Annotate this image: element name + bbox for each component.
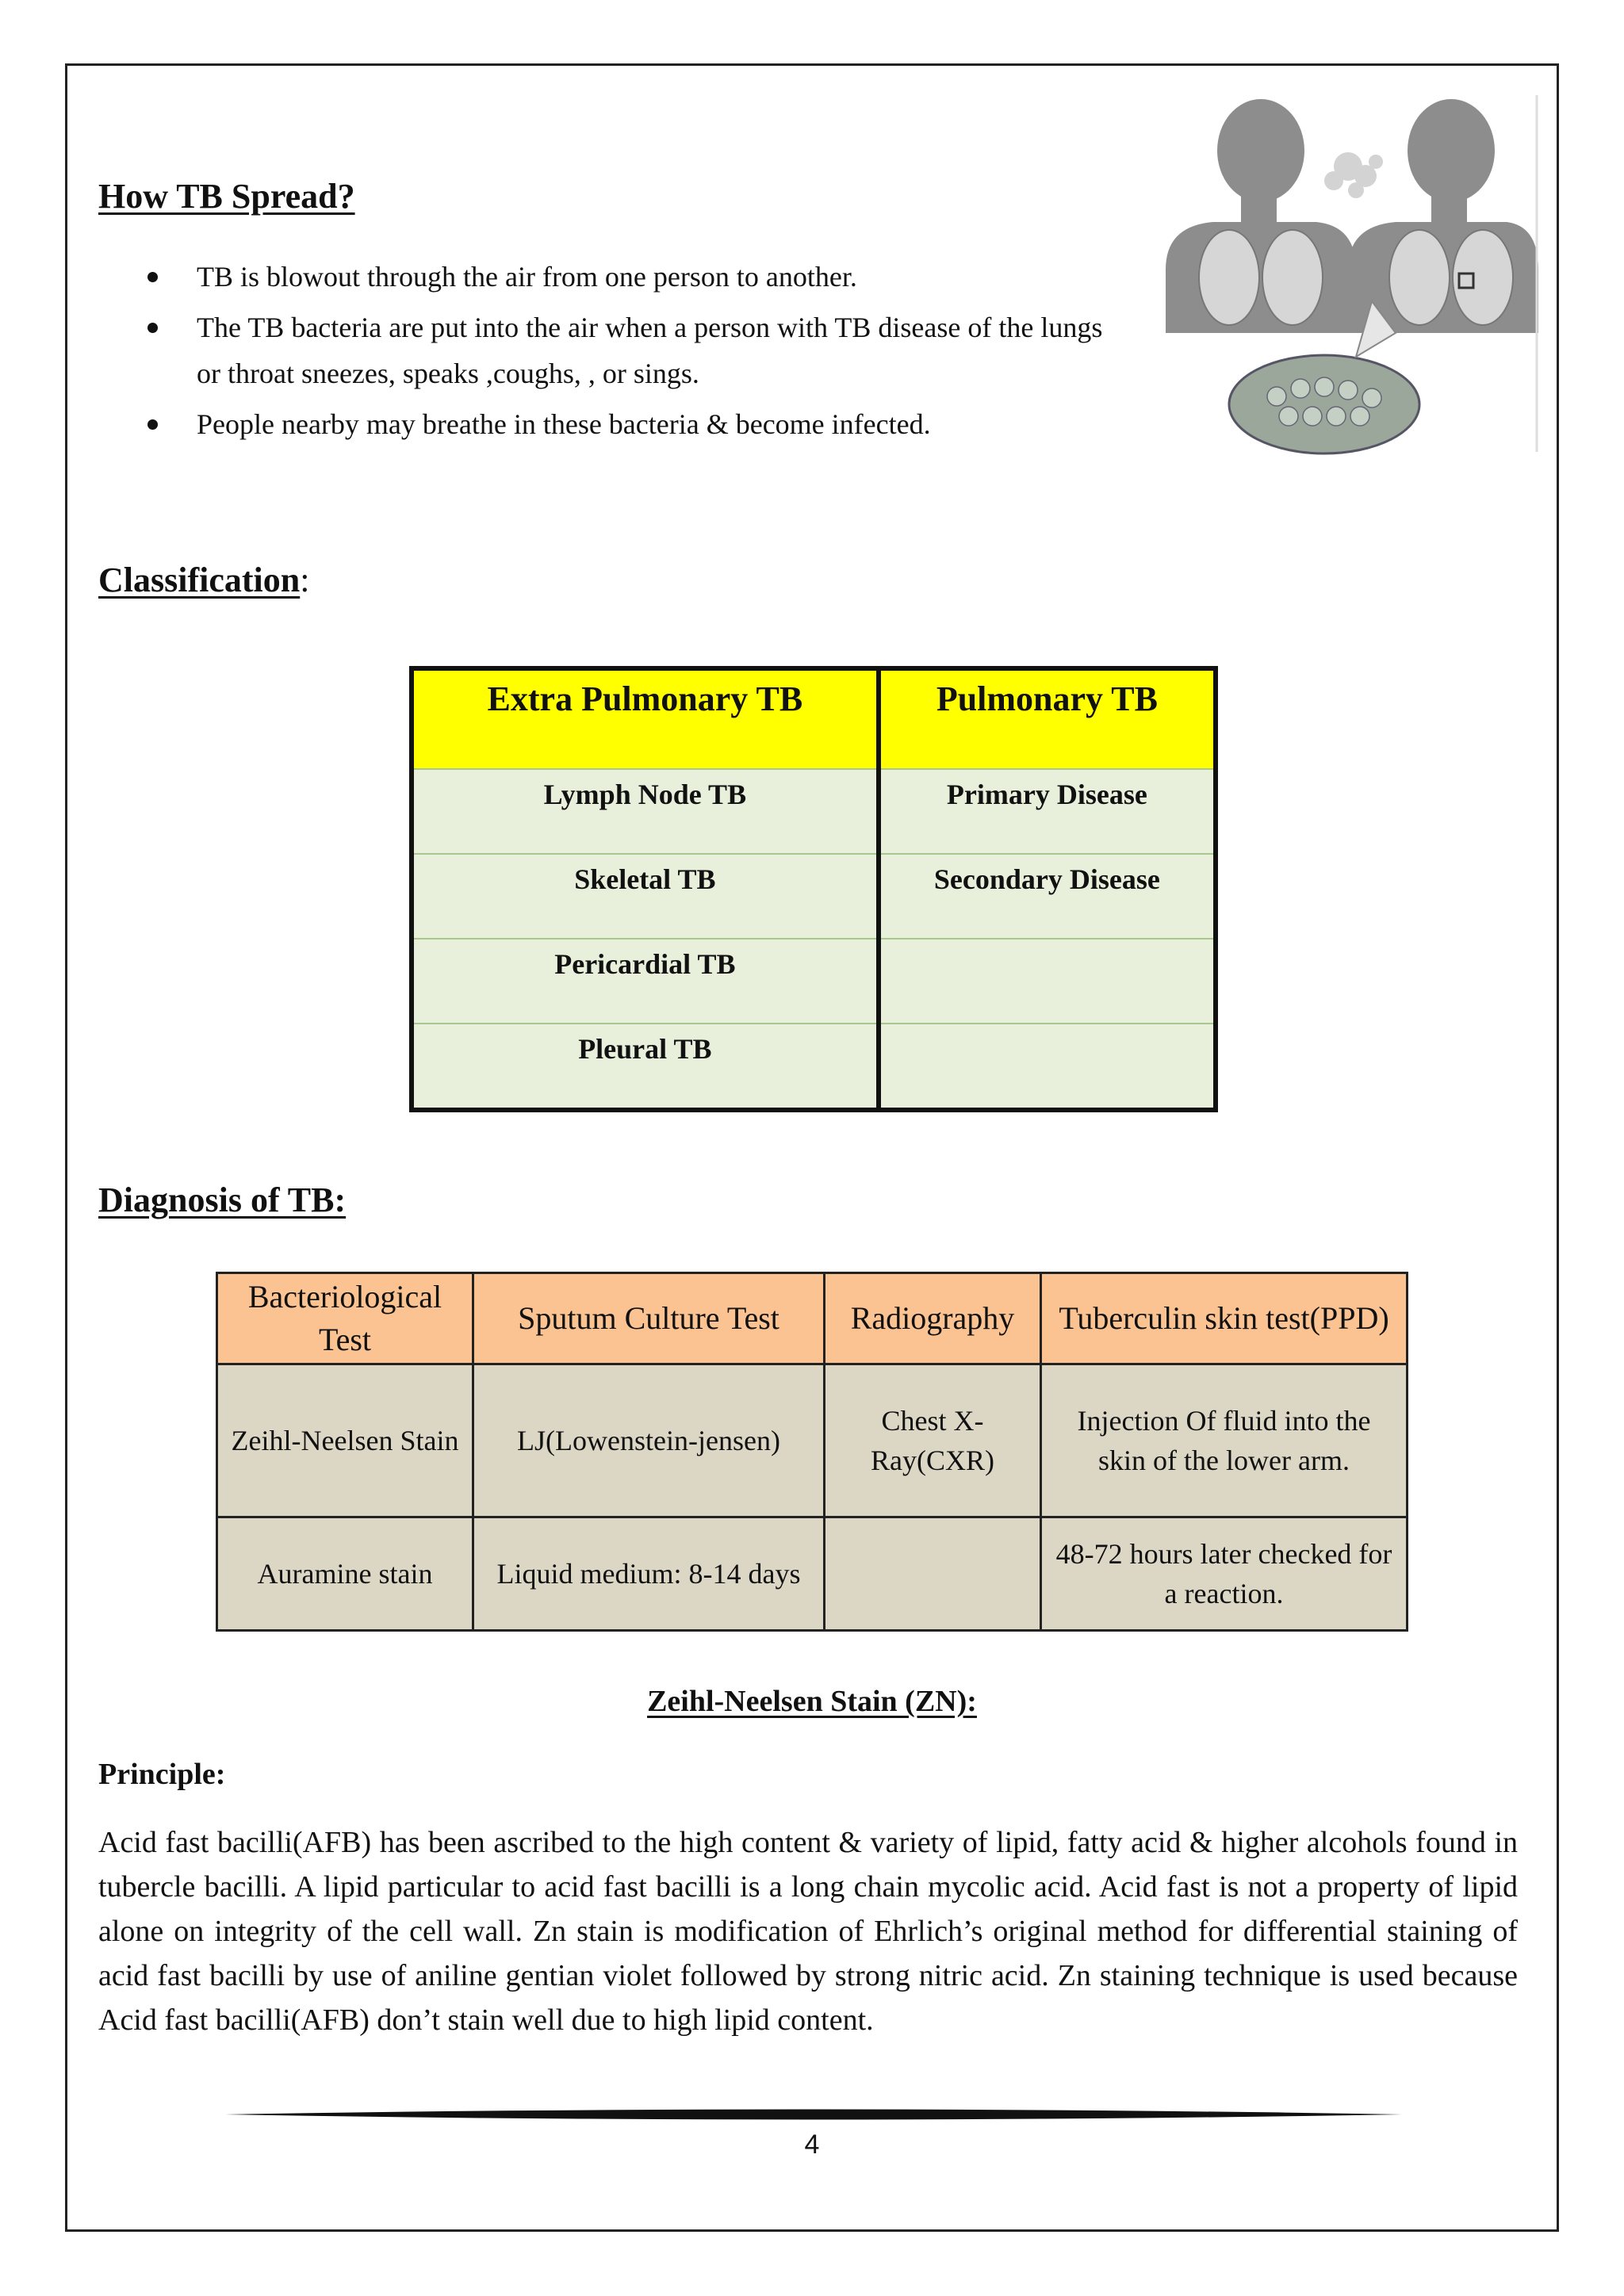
diagnosis-table bbox=[216, 1272, 1408, 1632]
table-row bbox=[412, 1024, 1216, 1110]
principle-label: Principle: bbox=[98, 1758, 226, 1791]
page-number: 4 bbox=[804, 2130, 820, 2160]
table-header-row bbox=[217, 1273, 1408, 1364]
footer-divider bbox=[225, 2107, 1402, 2122]
column-header: Tuberculin skin test(PPD) bbox=[1041, 1273, 1408, 1364]
spread-heading: How TB Spread? bbox=[98, 177, 355, 216]
table-row bbox=[412, 769, 1216, 854]
table-cell: Pericardial TB bbox=[412, 939, 879, 1024]
table-cell: Secondary Disease bbox=[879, 854, 1216, 939]
column-header: Pulmonary TB bbox=[879, 668, 1216, 769]
classification-table bbox=[409, 666, 1218, 1112]
table-cell: 48-72 hours later checked for a reaction. bbox=[1041, 1517, 1408, 1631]
column-header: Sputum Culture Test bbox=[473, 1273, 825, 1364]
table-cell: Primary Disease bbox=[879, 769, 1216, 854]
table-cell bbox=[825, 1517, 1041, 1631]
table-row bbox=[412, 939, 1216, 1024]
table-cell: Chest X-Ray(CXR) bbox=[825, 1364, 1041, 1517]
column-header: Extra Pulmonary TB bbox=[412, 668, 879, 769]
list-item: The TB bacteria are put into the air when a person with TB disease of the lungs or throat sneezes, speaks ,coughs, , or sings. bbox=[143, 304, 1118, 396]
table-cell: Skeletal TB bbox=[412, 854, 879, 939]
table-row bbox=[217, 1364, 1408, 1517]
table-cell: Liquid medium: 8-14 days bbox=[473, 1517, 825, 1631]
table-cell bbox=[879, 939, 1216, 1024]
column-header: Bacteriological Test bbox=[217, 1273, 473, 1364]
bullet-icon bbox=[147, 419, 158, 430]
table-row bbox=[217, 1517, 1408, 1631]
table-cell: Pleural TB bbox=[412, 1024, 879, 1110]
table-cell: Lymph Node TB bbox=[412, 769, 879, 854]
classification-heading: Classification: bbox=[98, 561, 310, 599]
table-cell: Injection Of fluid into the skin of the lower arm. bbox=[1041, 1364, 1408, 1517]
list-item: People nearby may breathe in these bacteria & become infected. bbox=[143, 401, 1118, 447]
principle-paragraph: Acid fast bacilli(AFB) has been ascribed to the high content & variety of lipid, fatty acid & higher alcohols found in tubercle bacilli. A lipid particular to acid fast bacilli is a long chain mycolic acid. Acid fast is not a property of lipid alone on integrity of the cell wall. Zn stain is modification of Ehrlich’s original method for differential staining of acid fast bacilli by use of aniline gentian violet followed by strong nitric acid. Zn staining technique is used because Acid fast bacilli(AFB) don’t stain well due to high lipid content. bbox=[98, 1826, 1518, 2037]
zn-stain-title: Zeihl-Neelsen Stain (ZN): bbox=[647, 1685, 977, 1718]
list-item: TB is blowout through the air from one person to another. bbox=[143, 254, 1118, 300]
table-cell: LJ(Lowenstein-jensen) bbox=[473, 1364, 825, 1517]
diagnosis-heading: Diagnosis of TB: bbox=[98, 1181, 347, 1219]
column-header: Radiography bbox=[825, 1273, 1041, 1364]
bullet-icon bbox=[147, 272, 158, 282]
spread-bullet-list bbox=[143, 254, 1118, 452]
tb-transmission-illustration bbox=[1158, 95, 1538, 460]
table-cell: Zeihl-Neelsen Stain bbox=[217, 1364, 473, 1517]
table-cell bbox=[879, 1024, 1216, 1110]
table-cell: Auramine stain bbox=[217, 1517, 473, 1631]
table-row bbox=[412, 854, 1216, 939]
table-header-row bbox=[412, 668, 1216, 769]
bullet-icon bbox=[147, 323, 158, 333]
